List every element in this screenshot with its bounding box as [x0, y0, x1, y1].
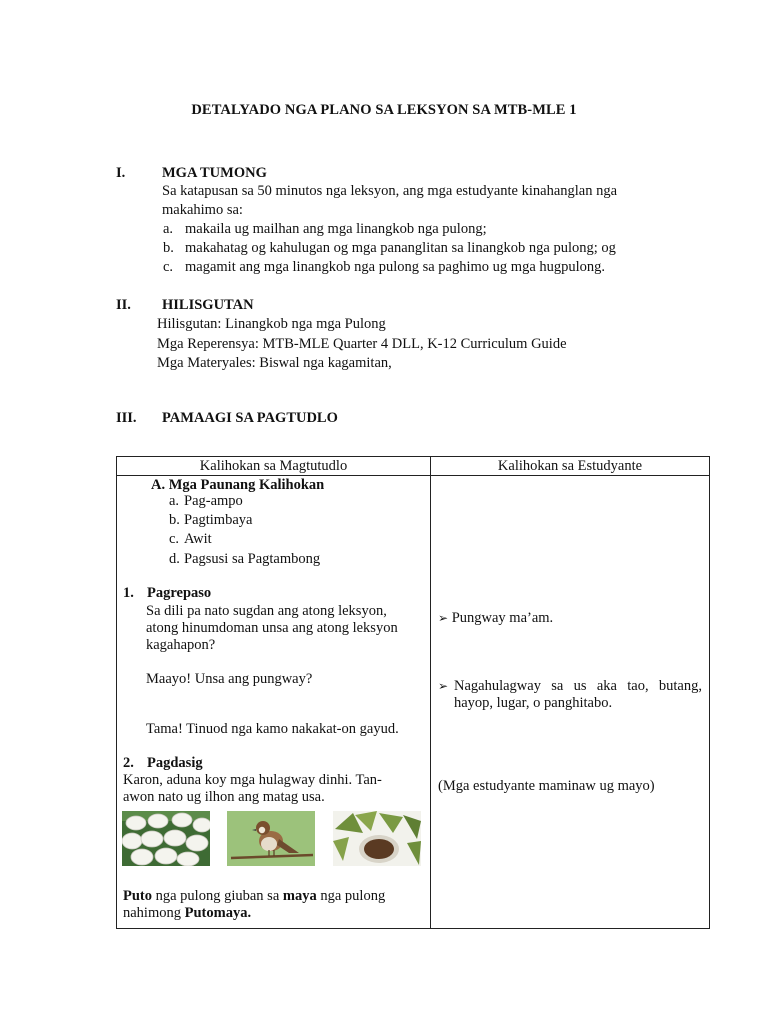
prelim-letter: a.: [169, 493, 180, 509]
motivation-result-text: nga pulong: [316, 888, 386, 904]
student-answer-3: (Mga estudyante maminaw ug mayo): [438, 778, 655, 794]
prelim-letter: b.: [169, 512, 180, 528]
objective-text: magamit ang mga linangkob nga pulong sa paghimo ug mga hugpulong.: [185, 259, 606, 275]
section1-intro-line1: Sa katapusan sa 50 minutos nga leksyon, ang mga estudyante kinahanglan nga: [162, 183, 618, 199]
objective-text: makaila ug mailhan ang mga linangkob nga pulong;: [185, 221, 487, 237]
prelim-item: Pagsusi sa Pagtambong: [184, 551, 321, 567]
review-number: 1.: [123, 585, 134, 601]
review-text: atong hinumdoman unsa ang atong leksyon: [146, 620, 398, 636]
table-body-row: [117, 476, 710, 929]
prelim-heading: A. Mga Paunang Kalihokan: [151, 477, 325, 493]
column-header-teacher: Kalihokan sa Magtutudlo: [117, 457, 431, 476]
word-puto: Puto: [123, 888, 152, 904]
arrow-bullet-icon: ➢: [438, 679, 449, 693]
arrow-bullet-icon: ➢: [438, 611, 449, 625]
materials-line: Mga Materyales: Biswal nga kagamitan,: [157, 355, 392, 371]
motivation-result-text: nahimong: [123, 905, 185, 921]
section3-heading: PAMAAGI SA PAGTUDLO: [162, 410, 338, 426]
procedure-table: [116, 456, 710, 929]
section1-intro-line2: makahimo sa:: [162, 202, 243, 218]
motivation-heading: Pagdasig: [147, 755, 203, 771]
prelim-item: Pag-ampo: [184, 493, 243, 509]
maya-bird-image: [227, 811, 315, 866]
objective-letter: a.: [163, 221, 174, 237]
section3-numeral: III.: [116, 410, 137, 426]
puto-image: [122, 811, 210, 866]
prelim-item: Awit: [184, 531, 212, 547]
objective-text: makahatag og kahulugan og mga pananglitan sa linangkob nga pulong; og: [185, 240, 616, 256]
teacher-activity-cell: [117, 476, 431, 929]
references-line: Mga Reperensya: MTB-MLE Quarter 4 DLL, K-12 Curriculum Guide: [157, 336, 567, 352]
objective-letter: b.: [163, 240, 174, 256]
student-answer-2: [438, 678, 448, 695]
motivation-result-line2: [123, 905, 251, 922]
student-activity-cell: [431, 476, 710, 929]
student-answer-2-line1: Nagahulagway sa us aka tao, butang,: [454, 678, 702, 694]
student-answer-text: Pungway ma’am.: [451, 610, 554, 626]
objective-letter: c.: [163, 259, 174, 275]
column-header-student: Kalihokan sa Estudyante: [431, 457, 710, 476]
motivation-text: awon nato ug ilhon ang matag usa.: [123, 789, 325, 805]
review-heading: Pagrepaso: [147, 585, 212, 601]
motivation-result-text: nga pulong giuban sa: [152, 888, 283, 904]
prelim-letter: d.: [169, 551, 180, 567]
topic-line: Hilisgutan: Linangkob nga mga Pulong: [157, 316, 386, 332]
review-text: Sa dili pa nato sugdan ang atong leksyon,: [146, 603, 387, 619]
word-putomaya: Putomaya.: [184, 905, 252, 921]
word-maya: maya: [282, 888, 317, 904]
section1-numeral: I.: [116, 165, 126, 181]
motivation-text: Karon, aduna koy mga hulagway dinhi. Tan-: [123, 772, 382, 788]
section1-heading: MGA TUMONG: [162, 165, 267, 181]
review-prompt: Maayo! Unsa ang pungway?: [146, 671, 313, 687]
table-header-row: [117, 457, 710, 476]
suman-image: [333, 811, 421, 866]
prelim-letter: c.: [169, 531, 180, 547]
review-praise: Tama! Tinuod nga kamo nakakat-on gayud.: [146, 721, 399, 737]
section2-heading: HILISGUTAN: [162, 297, 254, 313]
student-answer-1: [438, 610, 553, 627]
motivation-result-line1: [123, 888, 385, 905]
prelim-item: Pagtimbaya: [184, 512, 253, 528]
review-text: kagahapon?: [146, 637, 216, 653]
motivation-number: 2.: [123, 755, 134, 771]
section2-numeral: II.: [116, 297, 131, 313]
document-title: DETALYADO NGA PLANO SA LEKSYON SA MTB-MLE 1: [191, 102, 577, 118]
student-answer-2-line2: hayop, lugar, o panghitabo.: [454, 695, 613, 711]
